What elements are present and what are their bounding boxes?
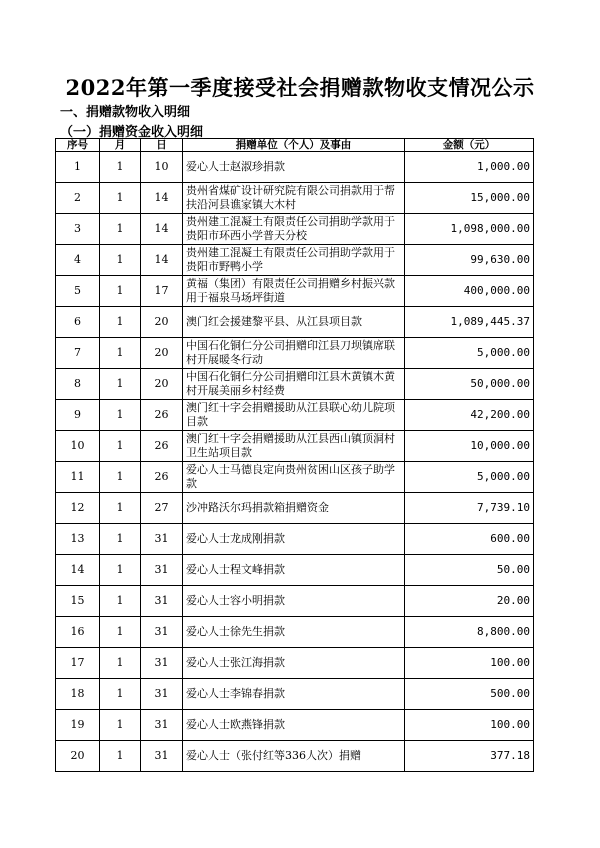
cell-day: 26 xyxy=(141,462,183,493)
cell-day: 31 xyxy=(141,617,183,648)
cell-desc: 澳门红十字会捐赠援助从江县西山镇顶洞村卫生站项目款 xyxy=(183,431,405,462)
cell-no: 10 xyxy=(56,431,100,462)
cell-amount: 1,089,445.37 xyxy=(405,307,534,338)
table-row xyxy=(56,214,534,245)
cell-day: 31 xyxy=(141,524,183,555)
cell-amount: 1,098,000.00 xyxy=(405,214,534,245)
cell-month: 1 xyxy=(100,586,141,617)
header-day: 日 xyxy=(141,139,183,152)
cell-month: 1 xyxy=(100,183,141,214)
cell-amount: 10,000.00 xyxy=(405,431,534,462)
cell-desc: 爱心人士容小明捐款 xyxy=(183,586,405,617)
cell-desc: 黄福（集团）有限责任公司捐赠乡村振兴款用于福泉马场坪街道 xyxy=(183,276,405,307)
cell-month: 1 xyxy=(100,524,141,555)
cell-desc: 爱心人士程文峰捐款 xyxy=(183,555,405,586)
cell-amount: 1,000.00 xyxy=(405,152,534,183)
cell-day: 31 xyxy=(141,555,183,586)
cell-day: 14 xyxy=(141,214,183,245)
cell-amount: 100.00 xyxy=(405,648,534,679)
cell-no: 5 xyxy=(56,276,100,307)
cell-month: 1 xyxy=(100,369,141,400)
cell-no: 19 xyxy=(56,710,100,741)
cell-month: 1 xyxy=(100,245,141,276)
cell-day: 31 xyxy=(141,710,183,741)
cell-no: 6 xyxy=(56,307,100,338)
cell-amount: 377.18 xyxy=(405,741,534,772)
table-row xyxy=(56,493,534,524)
cell-day: 27 xyxy=(141,493,183,524)
cell-month: 1 xyxy=(100,555,141,586)
cell-month: 1 xyxy=(100,338,141,369)
table-row xyxy=(56,307,534,338)
table-row xyxy=(56,462,534,493)
cell-day: 26 xyxy=(141,431,183,462)
cell-day: 20 xyxy=(141,307,183,338)
cell-desc: 爱心人士马德良定向贵州贫困山区孩子助学款 xyxy=(183,462,405,493)
table-row xyxy=(56,710,534,741)
table-row xyxy=(56,679,534,710)
cell-desc: 澳门红会援建黎平县、从江县项目款 xyxy=(183,307,405,338)
cell-amount: 8,800.00 xyxy=(405,617,534,648)
cell-amount: 100.00 xyxy=(405,710,534,741)
cell-no: 14 xyxy=(56,555,100,586)
cell-month: 1 xyxy=(100,462,141,493)
cell-month: 1 xyxy=(100,493,141,524)
cell-amount: 500.00 xyxy=(405,679,534,710)
cell-no: 2 xyxy=(56,183,100,214)
cell-desc: 爱心人士张江海捐款 xyxy=(183,648,405,679)
table-row xyxy=(56,276,534,307)
cell-amount: 50.00 xyxy=(405,555,534,586)
cell-desc: 贵州建工混凝土有限责任公司捐助学款用于贵阳市环西小学普天分校 xyxy=(183,214,405,245)
cell-day: 17 xyxy=(141,276,183,307)
cell-desc: 澳门红十字会捐赠援助从江县联心幼儿院项目款 xyxy=(183,400,405,431)
cell-no: 17 xyxy=(56,648,100,679)
cell-amount: 42,200.00 xyxy=(405,400,534,431)
cell-month: 1 xyxy=(100,648,141,679)
cell-amount: 7,739.10 xyxy=(405,493,534,524)
cell-day: 31 xyxy=(141,648,183,679)
cell-month: 1 xyxy=(100,214,141,245)
cell-desc: 爱心人士（张付红等336人次）捐赠 xyxy=(183,741,405,772)
cell-amount: 5,000.00 xyxy=(405,462,534,493)
cell-day: 31 xyxy=(141,679,183,710)
cell-no: 9 xyxy=(56,400,100,431)
cell-desc: 贵州建工混凝土有限责任公司捐助学款用于贵阳市野鸭小学 xyxy=(183,245,405,276)
section-heading-cash-income: （一）捐赠资金收入明细 xyxy=(60,125,204,140)
header-desc: 捐赠单位（个人）及事由 xyxy=(183,139,405,152)
table-row xyxy=(56,152,534,183)
cell-amount: 50,000.00 xyxy=(405,369,534,400)
cell-no: 8 xyxy=(56,369,100,400)
cell-day: 10 xyxy=(141,152,183,183)
table-row xyxy=(56,369,534,400)
header-month: 月 xyxy=(100,139,141,152)
cell-no: 11 xyxy=(56,462,100,493)
cell-month: 1 xyxy=(100,431,141,462)
cell-desc: 中国石化铜仁分公司捐赠印江县木黄镇木黄村开展美丽乡村经费 xyxy=(183,369,405,400)
cell-month: 1 xyxy=(100,710,141,741)
cell-day: 14 xyxy=(141,245,183,276)
cell-day: 20 xyxy=(141,369,183,400)
cell-no: 12 xyxy=(56,493,100,524)
cell-no: 4 xyxy=(56,245,100,276)
cell-desc: 中国石化铜仁分公司捐赠印江县刀坝镇席联村开展暖冬行动 xyxy=(183,338,405,369)
table-row xyxy=(56,617,534,648)
table-header-row xyxy=(56,139,534,152)
cell-month: 1 xyxy=(100,679,141,710)
cell-amount: 20.00 xyxy=(405,586,534,617)
cell-month: 1 xyxy=(100,617,141,648)
table-row xyxy=(56,648,534,679)
cell-no: 16 xyxy=(56,617,100,648)
cell-month: 1 xyxy=(100,741,141,772)
cell-day: 26 xyxy=(141,400,183,431)
cell-desc: 爱心人士徐先生捐款 xyxy=(183,617,405,648)
cell-no: 13 xyxy=(56,524,100,555)
cell-no: 3 xyxy=(56,214,100,245)
cell-no: 7 xyxy=(56,338,100,369)
cell-month: 1 xyxy=(100,400,141,431)
cell-month: 1 xyxy=(100,307,141,338)
cell-no: 18 xyxy=(56,679,100,710)
header-no: 序号 xyxy=(56,139,100,152)
table-row xyxy=(56,586,534,617)
cell-no: 15 xyxy=(56,586,100,617)
table-row xyxy=(56,338,534,369)
cell-desc: 爱心人士欧燕锋捐款 xyxy=(183,710,405,741)
cell-amount: 400,000.00 xyxy=(405,276,534,307)
cell-no: 20 xyxy=(56,741,100,772)
table-row xyxy=(56,400,534,431)
cell-desc: 爱心人士李锦春捐款 xyxy=(183,679,405,710)
table-row xyxy=(56,741,534,772)
cell-day: 20 xyxy=(141,338,183,369)
cell-amount: 99,630.00 xyxy=(405,245,534,276)
table-row xyxy=(56,183,534,214)
cell-desc: 沙冲路沃尔玛捐款箱捐赠资金 xyxy=(183,493,405,524)
cell-desc: 爱心人士赵淑珍捐款 xyxy=(183,152,405,183)
table-row xyxy=(56,431,534,462)
table-row xyxy=(56,555,534,586)
cell-day: 14 xyxy=(141,183,183,214)
donation-table xyxy=(55,138,534,772)
cell-amount: 15,000.00 xyxy=(405,183,534,214)
header-amount: 金额（元） xyxy=(405,139,534,152)
cell-no: 1 xyxy=(56,152,100,183)
table-row xyxy=(56,245,534,276)
table-row xyxy=(56,524,534,555)
cell-day: 31 xyxy=(141,741,183,772)
cell-month: 1 xyxy=(100,276,141,307)
cell-month: 1 xyxy=(100,152,141,183)
cell-day: 31 xyxy=(141,586,183,617)
cell-desc: 贵州省煤矿设计研究院有限公司捐款用于帮扶沿河县谯家镇大木村 xyxy=(183,183,405,214)
cell-desc: 爱心人士龙成刚捐款 xyxy=(183,524,405,555)
cell-amount: 600.00 xyxy=(405,524,534,555)
document-title: 2022年第一季度接受社会捐赠款物收支情况公示 xyxy=(65,75,535,100)
section-heading-income: 一、捐赠款物收入明细 xyxy=(60,105,191,120)
cell-amount: 5,000.00 xyxy=(405,338,534,369)
